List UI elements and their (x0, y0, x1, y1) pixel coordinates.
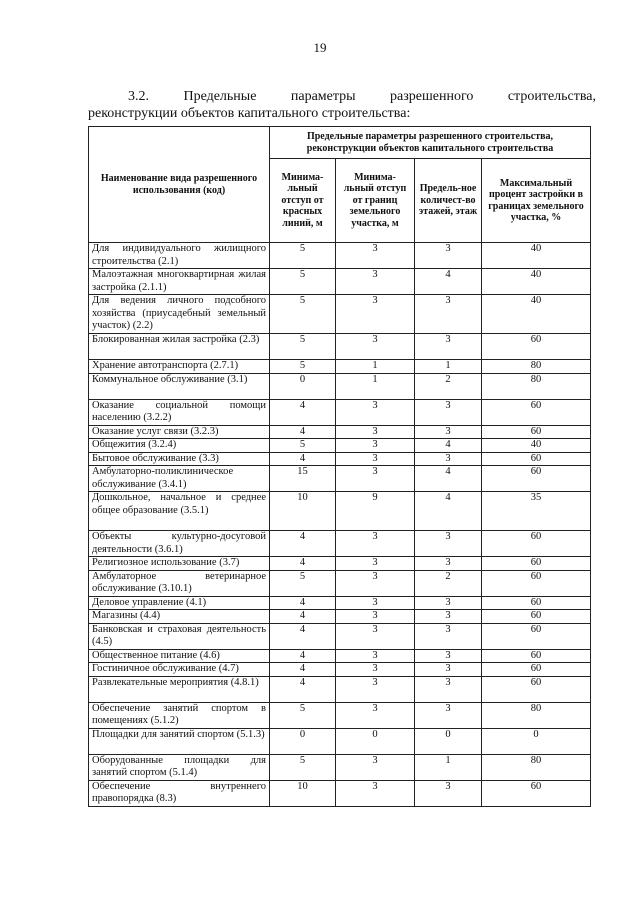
max-coverage-value: 60 (482, 425, 591, 439)
max-floors-value: 3 (415, 425, 482, 439)
boundary-setback-value: 3 (336, 780, 415, 806)
max-floors-value: 3 (415, 649, 482, 663)
column-header-max-floors: Предель-ное количест-во этажей, этаж (415, 159, 482, 243)
red-line-setback-value: 5 (270, 570, 336, 596)
heading-line-2: реконструкции объектов капитального строительства: (88, 106, 411, 121)
red-line-setback-value: 5 (270, 360, 336, 374)
red-line-setback-value: 4 (270, 452, 336, 466)
max-floors-value: 0 (415, 728, 482, 754)
red-line-setback-value: 10 (270, 492, 336, 531)
table-row (89, 360, 591, 374)
red-line-setback-value: 5 (270, 295, 336, 334)
max-floors-value: 1 (415, 360, 482, 374)
use-type-name: Оборудованные площадки для занятий спортом (5.1.4) (89, 754, 270, 780)
use-type-name: Для ведения личного подсобного хозяйства (приусадебный земельный участок) (2.2) (89, 295, 270, 334)
red-line-setback-value: 5 (270, 439, 336, 453)
table-row (89, 334, 591, 360)
use-type-name: Оказание социальной помощи населению (3.2.2) (89, 399, 270, 425)
max-floors-value: 3 (415, 780, 482, 806)
red-line-setback-value: 5 (270, 702, 336, 728)
max-floors-value: 3 (415, 676, 482, 702)
red-line-setback-value: 4 (270, 399, 336, 425)
table-body (89, 243, 591, 807)
max-floors-value: 3 (415, 610, 482, 624)
boundary-setback-value: 3 (336, 623, 415, 649)
table-row (89, 676, 591, 702)
red-line-setback-value: 4 (270, 649, 336, 663)
heading-word: разрешенного (390, 89, 474, 104)
table-row (89, 623, 591, 649)
max-coverage-value: 80 (482, 373, 591, 399)
table-row (89, 399, 591, 425)
use-type-name: Общежития (3.2.4) (89, 439, 270, 453)
max-coverage-value: 35 (482, 492, 591, 531)
boundary-setback-value: 3 (336, 754, 415, 780)
name-column-header: Наименование вида разрешенного использования (код) (89, 127, 270, 243)
heading-word: Предельные (183, 89, 257, 104)
use-type-name: Развлекательные мероприятия (4.8.1) (89, 676, 270, 702)
table-row (89, 728, 591, 754)
use-type-name: Деловое управление (4.1) (89, 596, 270, 610)
table-row (89, 570, 591, 596)
boundary-setback-value: 3 (336, 610, 415, 624)
page-number: 19 (313, 40, 327, 55)
max-coverage-value: 60 (482, 610, 591, 624)
table-row (89, 373, 591, 399)
heading-word: параметры (290, 89, 356, 104)
use-type-name: Малоэтажная многоквартирная жилая застройка (2.1.1) (89, 269, 270, 295)
table-row (89, 649, 591, 663)
use-type-name: Коммунальное обслуживание (3.1) (89, 373, 270, 399)
max-coverage-value: 40 (482, 439, 591, 453)
heading-word: строительства, (507, 89, 596, 104)
max-floors-value: 4 (415, 269, 482, 295)
boundary-setback-value: 3 (336, 557, 415, 571)
max-floors-value: 2 (415, 570, 482, 596)
parameters-table (88, 126, 591, 807)
boundary-setback-value: 0 (336, 728, 415, 754)
max-floors-value: 3 (415, 295, 482, 334)
red-line-setback-value: 5 (270, 754, 336, 780)
table-row (89, 663, 591, 677)
table-row (89, 295, 591, 334)
max-floors-value: 1 (415, 754, 482, 780)
red-line-setback-value: 4 (270, 676, 336, 702)
column-header-red-line-setback: Минима-льный отступ от красных линий, м (270, 159, 336, 243)
use-type-name: Гостиничное обслуживание (4.7) (89, 663, 270, 677)
boundary-setback-value: 3 (336, 243, 415, 269)
red-line-setback-value: 5 (270, 269, 336, 295)
boundary-setback-value: 3 (336, 676, 415, 702)
max-floors-value: 3 (415, 452, 482, 466)
max-coverage-value: 0 (482, 728, 591, 754)
max-coverage-value: 40 (482, 269, 591, 295)
red-line-setback-value: 4 (270, 663, 336, 677)
max-coverage-value: 60 (482, 570, 591, 596)
boundary-setback-value: 9 (336, 492, 415, 531)
section-heading (88, 88, 596, 122)
max-coverage-value: 60 (482, 649, 591, 663)
max-coverage-value: 60 (482, 596, 591, 610)
boundary-setback-value: 3 (336, 466, 415, 492)
boundary-setback-value: 3 (336, 649, 415, 663)
red-line-setback-value: 4 (270, 425, 336, 439)
table-row (89, 492, 591, 531)
column-header-max-coverage: Максимальный процент застройки в границах земельного участка, % (482, 159, 591, 243)
use-type-name: Амбулаторное ветеринарное обслуживание (3.10.1) (89, 570, 270, 596)
max-coverage-value: 80 (482, 702, 591, 728)
use-type-name: Банковская и страховая деятельность (4.5) (89, 623, 270, 649)
table-row (89, 439, 591, 453)
use-type-name: Общественное питание (4.6) (89, 649, 270, 663)
max-coverage-value: 60 (482, 557, 591, 571)
use-type-name: Площадки для занятий спортом (5.1.3) (89, 728, 270, 754)
table-row (89, 754, 591, 780)
table-row (89, 269, 591, 295)
use-type-name: Дошкольное, начальное и среднее общее образование (3.5.1) (89, 492, 270, 531)
boundary-setback-value: 3 (336, 596, 415, 610)
table-row (89, 596, 591, 610)
boundary-setback-value: 3 (336, 425, 415, 439)
max-coverage-value: 60 (482, 780, 591, 806)
use-type-name: Блокированная жилая застройка (2.3) (89, 334, 270, 360)
max-floors-value: 3 (415, 623, 482, 649)
table-row (89, 780, 591, 806)
red-line-setback-value: 0 (270, 373, 336, 399)
max-coverage-value: 60 (482, 334, 591, 360)
parameters-group-header: Предельные параметры разрешенного строительства, реконструкции объектов капитального строительства (270, 127, 591, 159)
max-floors-value: 3 (415, 663, 482, 677)
table-row (89, 243, 591, 269)
red-line-setback-value: 4 (270, 596, 336, 610)
use-type-name: Обеспечение внутреннего правопорядка (8.3) (89, 780, 270, 806)
max-coverage-value: 60 (482, 531, 591, 557)
boundary-setback-value: 3 (336, 334, 415, 360)
red-line-setback-value: 10 (270, 780, 336, 806)
boundary-setback-value: 3 (336, 570, 415, 596)
table-row (89, 610, 591, 624)
boundary-setback-value: 3 (336, 295, 415, 334)
max-coverage-value: 60 (482, 452, 591, 466)
max-coverage-value: 40 (482, 295, 591, 334)
boundary-setback-value: 3 (336, 439, 415, 453)
red-line-setback-value: 5 (270, 334, 336, 360)
table-row (89, 466, 591, 492)
boundary-setback-value: 1 (336, 360, 415, 374)
column-header-boundary-setback: Минима-льный отступ от границ земельного участка, м (336, 159, 415, 243)
max-coverage-value: 80 (482, 754, 591, 780)
heading-line-1 (88, 88, 596, 105)
use-type-name: Объекты культурно-досуговой деятельности (3.6.1) (89, 531, 270, 557)
use-type-name: Религиозное использование (3.7) (89, 557, 270, 571)
boundary-setback-value: 1 (336, 373, 415, 399)
max-floors-value: 3 (415, 334, 482, 360)
table-row (89, 702, 591, 728)
red-line-setback-value: 4 (270, 557, 336, 571)
max-floors-value: 4 (415, 439, 482, 453)
boundary-setback-value: 3 (336, 663, 415, 677)
red-line-setback-value: 4 (270, 531, 336, 557)
use-type-name: Оказание услуг связи (3.2.3) (89, 425, 270, 439)
heading-word: 3.2. (128, 89, 149, 104)
max-floors-value: 3 (415, 557, 482, 571)
max-coverage-value: 60 (482, 676, 591, 702)
use-type-name: Амбулаторно-поликлиническое обслуживание (3.4.1) (89, 466, 270, 492)
use-type-name: Магазины (4.4) (89, 610, 270, 624)
table-row (89, 425, 591, 439)
max-coverage-value: 60 (482, 399, 591, 425)
max-floors-value: 3 (415, 243, 482, 269)
max-floors-value: 2 (415, 373, 482, 399)
boundary-setback-value: 3 (336, 531, 415, 557)
red-line-setback-value: 4 (270, 623, 336, 649)
max-floors-value: 4 (415, 492, 482, 531)
table-row (89, 452, 591, 466)
table-row (89, 531, 591, 557)
red-line-setback-value: 5 (270, 243, 336, 269)
max-coverage-value: 40 (482, 243, 591, 269)
red-line-setback-value: 0 (270, 728, 336, 754)
max-coverage-value: 60 (482, 466, 591, 492)
max-floors-value: 4 (415, 466, 482, 492)
boundary-setback-value: 3 (336, 702, 415, 728)
max-coverage-value: 60 (482, 663, 591, 677)
boundary-setback-value: 3 (336, 269, 415, 295)
max-floors-value: 3 (415, 531, 482, 557)
use-type-name: Обеспечение занятий спортом в помещениях (5.1.2) (89, 702, 270, 728)
red-line-setback-value: 15 (270, 466, 336, 492)
table-row (89, 557, 591, 571)
max-floors-value: 3 (415, 596, 482, 610)
boundary-setback-value: 3 (336, 399, 415, 425)
use-type-name: Хранение автотранспорта (2.7.1) (89, 360, 270, 374)
boundary-setback-value: 3 (336, 452, 415, 466)
max-coverage-value: 80 (482, 360, 591, 374)
use-type-name: Для индивидуального жилищного строительства (2.1) (89, 243, 270, 269)
max-floors-value: 3 (415, 702, 482, 728)
use-type-name: Бытовое обслуживание (3.3) (89, 452, 270, 466)
max-floors-value: 3 (415, 399, 482, 425)
red-line-setback-value: 4 (270, 610, 336, 624)
max-coverage-value: 60 (482, 623, 591, 649)
